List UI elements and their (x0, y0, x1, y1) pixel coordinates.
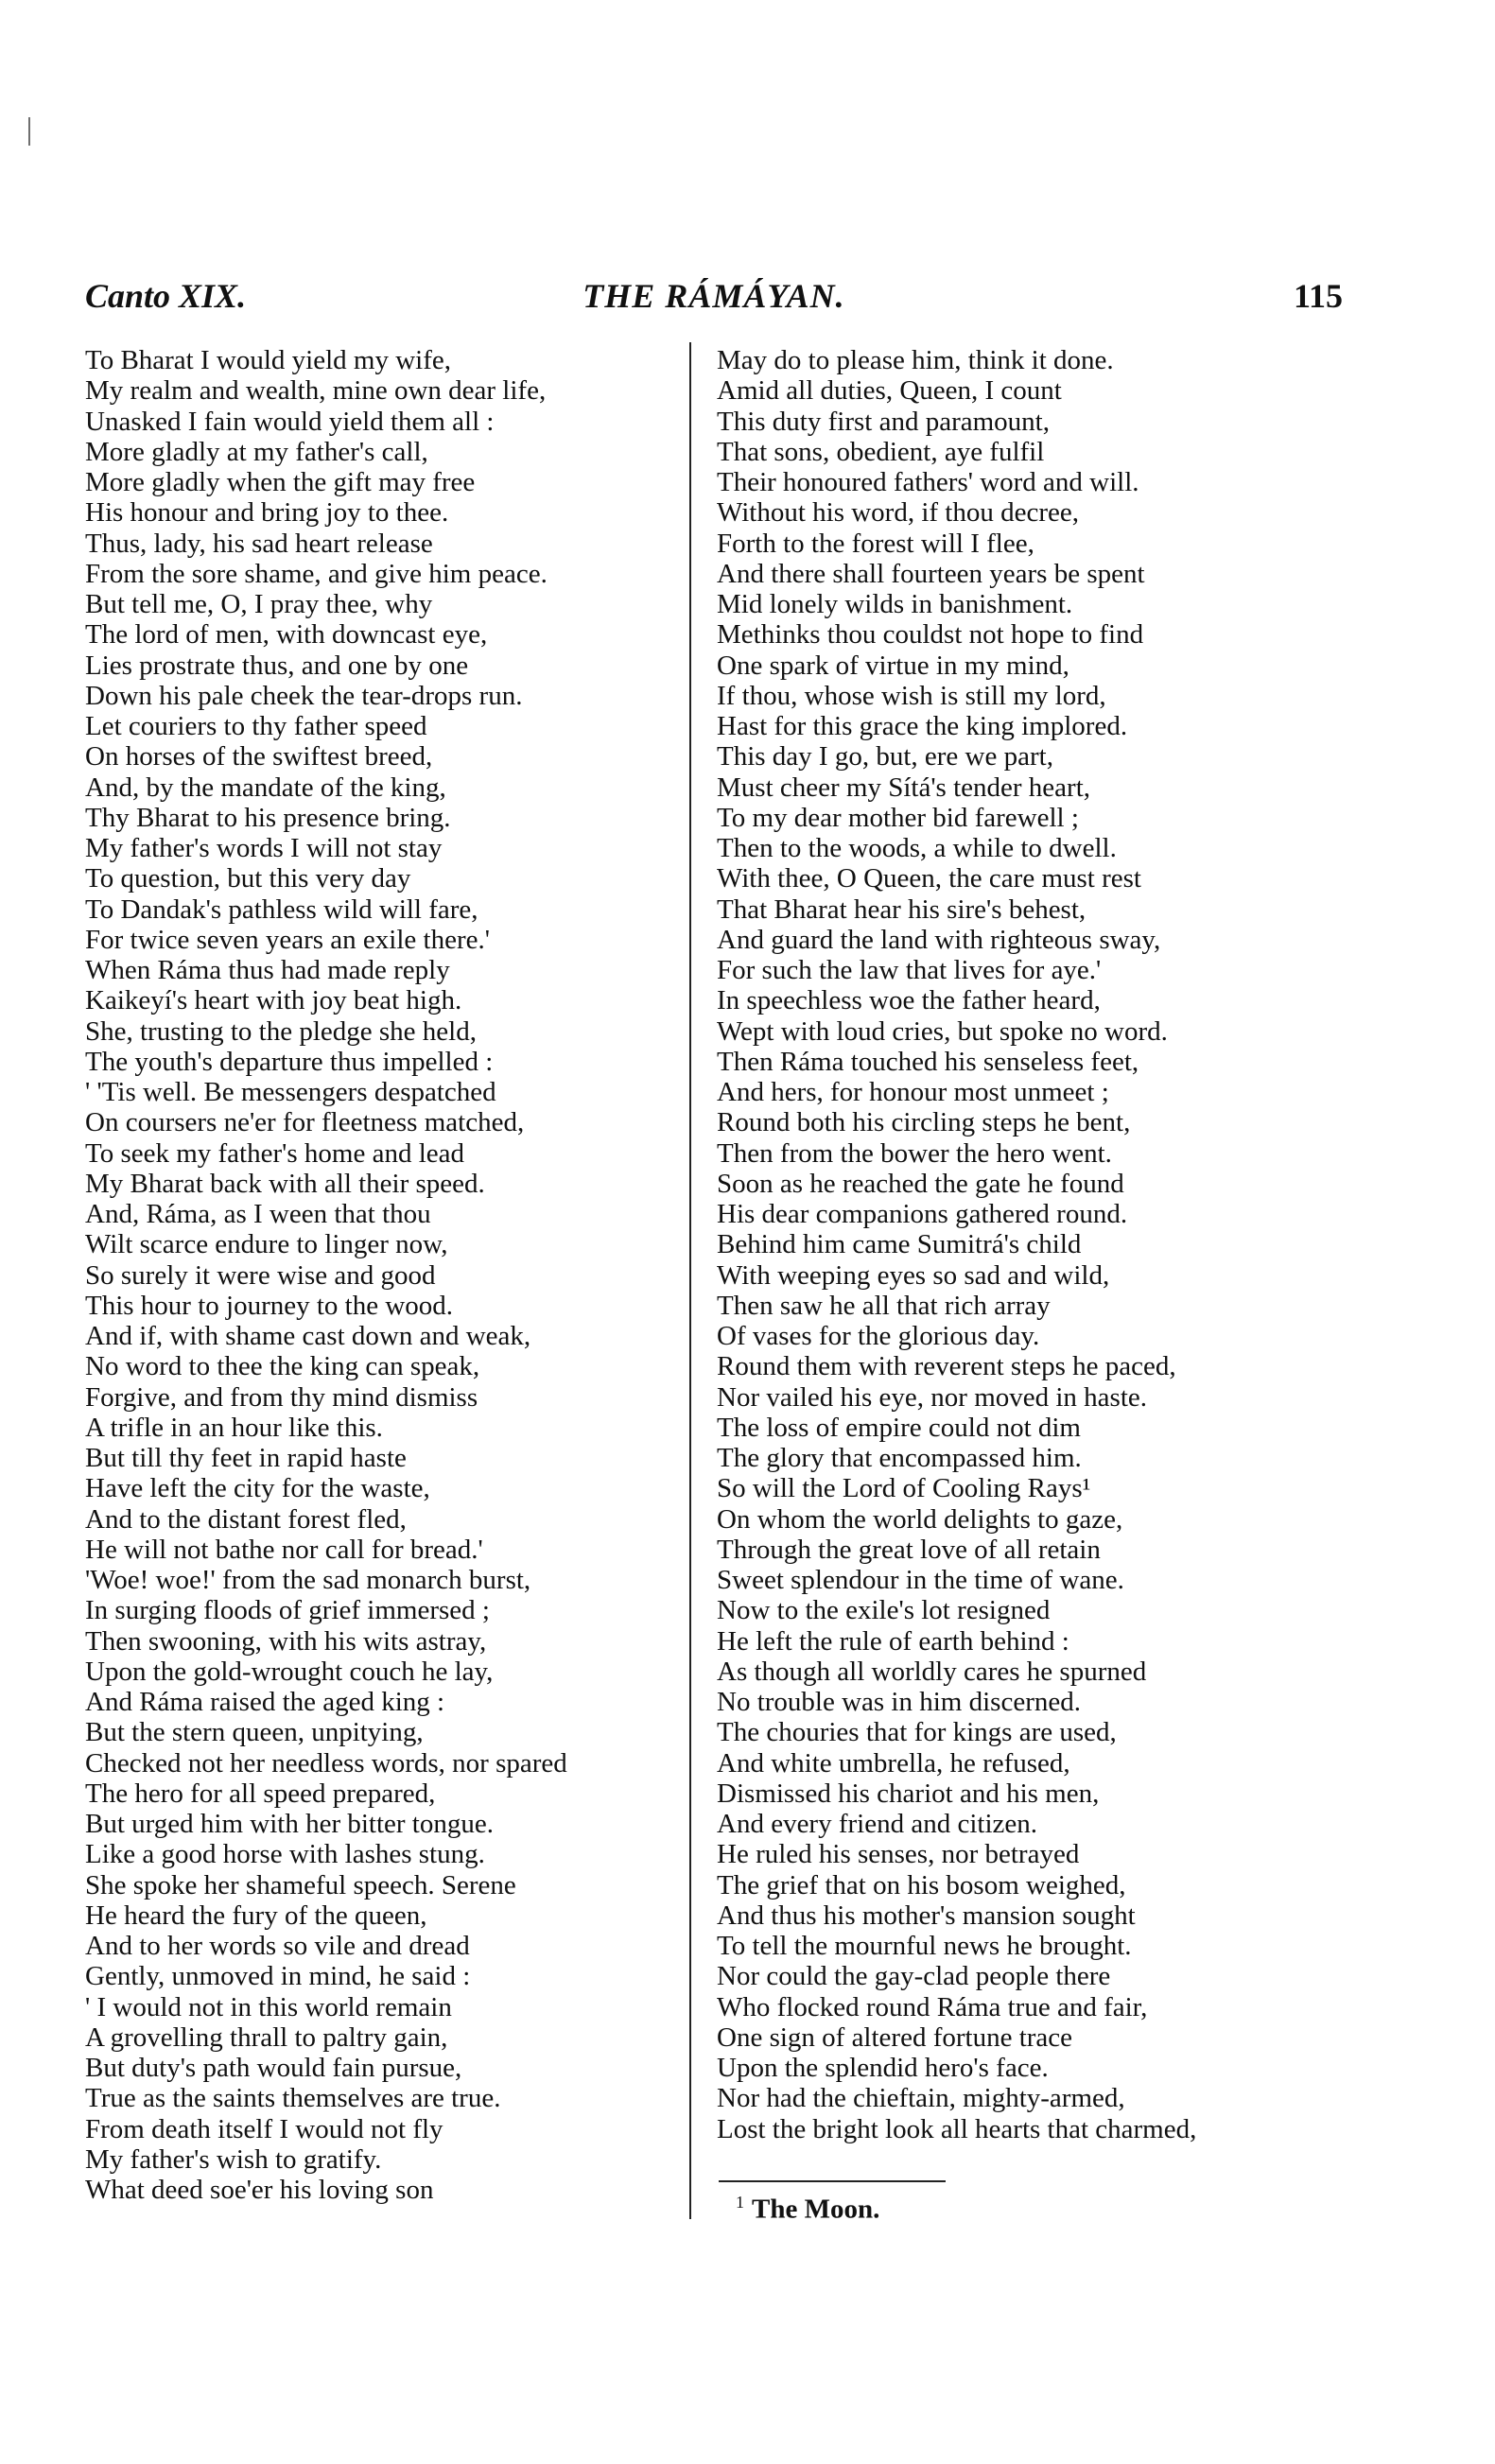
verse-line: Have left the city for the waste, (85, 1473, 430, 1504)
column-divider (689, 342, 691, 2219)
verse-line: Through the great love of all retain (717, 1534, 1101, 1565)
verse-line: Upon the splendid hero's face. (717, 2053, 1049, 2083)
verse-line: He will not bathe nor call for bread.' (85, 1534, 483, 1565)
verse-line: Behind him came Sumitrá's child (717, 1229, 1082, 1260)
verse-line: The hero for all speed prepared, (85, 1778, 436, 1809)
verse-line: To Bharat I would yield my wife, (85, 345, 451, 375)
verse-line: To question, but this very day (85, 863, 411, 894)
verse-line: On coursers ne'er for fleetness matched, (85, 1107, 525, 1138)
verse-line: From the sore shame, and give him peace. (85, 558, 548, 589)
verse-line: His dear companions gathered round. (717, 1199, 1128, 1229)
verse-line: And Ráma raised the aged king : (85, 1687, 445, 1717)
verse-line: Round both his circling steps he bent, (717, 1107, 1131, 1138)
verse-line: Mid lonely wilds in banishment. (717, 589, 1073, 619)
verse-line: When Ráma thus had made reply (85, 955, 450, 985)
verse-line: More gladly when the gift may free (85, 467, 476, 497)
verse-line: Let couriers to thy father speed (85, 711, 427, 741)
verse-line: My father's words I will not stay (85, 833, 443, 863)
verse-line: He ruled his senses, nor betrayed (717, 1839, 1080, 1870)
verse-line: So will the Lord of Cooling Rays¹ (717, 1473, 1091, 1504)
verse-line: The lord of men, with downcast eye, (85, 619, 488, 651)
verse-line: Then swooning, with his wits astray, (85, 1625, 487, 1657)
verse-line: In surging floods of grief immersed ; (85, 1595, 490, 1626)
verse-line: Unasked I fain would yield them all : (85, 406, 495, 437)
verse-line: But till thy feet in rapid haste (85, 1443, 407, 1473)
verse-line: Upon the gold-wrought couch he lay, (85, 1656, 494, 1687)
verse-line: Of vases for the glorious day. (717, 1321, 1040, 1351)
verse-line: Down his pale cheek the tear-drops run. (85, 680, 523, 711)
verse-line: Must cheer my Sítá's tender heart, (717, 772, 1090, 803)
verse-line: My realm and wealth, mine own dear life, (85, 375, 547, 407)
verse-line: And thus his mother's mansion sought (717, 1900, 1136, 1931)
verse-line: On whom the world delights to gaze, (717, 1503, 1123, 1535)
verse-line: And every friend and citizen. (717, 1809, 1037, 1839)
verse-line: Their honoured fathers' word and will. (717, 467, 1139, 497)
verse-line: The grief that on his bosom weighed, (717, 1869, 1126, 1900)
verse-line: Amid all duties, Queen, I count (717, 375, 1062, 407)
verse-line: My Bharat back with all their speed. (85, 1168, 485, 1199)
verse-line: This duty first and paramount, (717, 406, 1050, 437)
verse-line: She, trusting to the pledge she held, (85, 1015, 477, 1047)
verse-line: Without his word, if thou decree, (717, 497, 1079, 529)
verse-line: And white umbrella, he refused, (717, 1747, 1070, 1779)
verse-line: Thy Bharat to his presence bring. (85, 802, 451, 833)
verse-line: Gently, unmoved in mind, he said : (85, 1961, 471, 1992)
verse-line: To my dear mother bid farewell ; (717, 802, 1079, 833)
verse-line: She spoke her shameful speech. Serene (85, 1869, 516, 1900)
verse-line: To tell the mournful news he brought. (717, 1931, 1132, 1961)
verse-line: He left the rule of earth behind : (717, 1625, 1069, 1657)
verse-line: With thee, O Queen, the care must rest (717, 863, 1141, 894)
verse-line: With weeping eyes so sad and wild, (717, 1259, 1110, 1291)
verse-line: In speechless woe the father heard, (717, 985, 1101, 1016)
verse-line: And there shall fourteen years be spent (717, 558, 1145, 589)
verse-line: And guard the land with righteous sway, (717, 924, 1161, 955)
verse-line: 'Woe! woe!' from the sad monarch burst, (85, 1565, 531, 1595)
verse-line: The loss of empire could not dim (717, 1412, 1081, 1443)
verse-line: His honour and bring joy to thee. (85, 497, 449, 529)
verse-line: And if, with shame cast down and weak, (85, 1321, 531, 1351)
left-column (85, 345, 690, 2205)
verse-line: Forgive, and from thy mind dismiss (85, 1381, 478, 1413)
verse-line: If thou, whose wish is still my lord, (717, 680, 1106, 711)
verse-line: ' 'Tis well. Be messengers despatched (85, 1077, 496, 1107)
verse-line: Dismissed his chariot and his men, (717, 1778, 1100, 1809)
verse-line: This day I go, but, ere we part, (717, 741, 1053, 772)
verse-line: But tell me, O, I pray thee, why (85, 589, 433, 619)
verse-line: Then from the bower the hero went. (717, 1137, 1112, 1169)
verse-line: He heard the fury of the queen, (85, 1900, 427, 1931)
verse-line: The youth's departure thus impelled : (85, 1046, 494, 1077)
verse-line: A grovelling thrall to paltry gain, (85, 2022, 448, 2053)
verse-line: Then to the woods, a while to dwell. (717, 833, 1117, 863)
verse-line: May do to please him, think it done. (717, 345, 1114, 375)
verse-line: And hers, for honour most unmeet ; (717, 1077, 1109, 1107)
footnote-text: The Moon. (752, 2194, 880, 2225)
verse-line: One sign of altered fortune trace (717, 2022, 1073, 2053)
verse-line: As though all worldly cares he spurned (717, 1656, 1147, 1687)
verse-line: From death itself I would not fly (85, 2113, 443, 2144)
verse-line: No word to thee the king can speak, (85, 1351, 480, 1382)
verse-line: And, Ráma, as I ween that thou (85, 1199, 431, 1229)
verse-line: And, by the mandate of the king, (85, 772, 446, 803)
verse-line: Checked not her needless words, nor spared (85, 1747, 567, 1779)
verse-line: Thus, lady, his sad heart release (85, 528, 433, 559)
verse-line: Like a good horse with lashes stung. (85, 1839, 485, 1870)
verse-line: For such the law that lives for aye.' (717, 955, 1102, 985)
verse-line: True as the saints themselves are true. (85, 2083, 501, 2114)
verse-line: Wilt scarce endure to linger now, (85, 1229, 448, 1260)
verse-line: ' I would not in this world remain (85, 1991, 452, 2022)
verse-line: Kaikeyí's heart with joy beat high. (85, 985, 462, 1016)
verse-line: Then saw he all that rich array (717, 1290, 1051, 1321)
canto-label: Canto XIX. (85, 277, 247, 315)
verse-line: Hast for this grace the king implored. (717, 711, 1128, 741)
footnote-rule (719, 2180, 946, 2182)
verse-line: To seek my father's home and lead (85, 1137, 465, 1169)
verse-line: Forth to the forest will I flee, (717, 528, 1034, 559)
running-header (85, 272, 1343, 320)
verse-line: And to her words so vile and dread (85, 1931, 470, 1961)
verse-line: Wept with loud cries, but spoke no word. (717, 1015, 1168, 1047)
verse-line: And to the distant forest fled, (85, 1503, 407, 1535)
verse-line: But duty's path would fain pursue, (85, 2053, 462, 2083)
verse-line: Who flocked round Ráma true and fair, (717, 1991, 1148, 2022)
page-number: 115 (1293, 277, 1343, 315)
verse-line: That Bharat hear his sire's behest, (717, 894, 1086, 925)
verse-line: Sweet splendour in the time of wane. (717, 1565, 1124, 1595)
verse-line: More gladly at my father's call, (85, 436, 428, 467)
verse-line: On horses of the swiftest breed, (85, 741, 433, 772)
verse-line: Now to the exile's lot resigned (717, 1595, 1051, 1626)
footnote-mark: 1 (736, 2193, 744, 2212)
footnote (736, 2186, 879, 2226)
verse-line: Lies prostrate thus, and one by one (85, 650, 469, 681)
verse-line: Nor could the gay-clad people there (717, 1961, 1111, 1992)
verse-line: But urged him with her bitter tongue. (85, 1809, 494, 1839)
verse-line: Lost the bright look all hearts that charmed, (717, 2113, 1197, 2144)
verse-line: Nor had the chieftain, mighty-armed, (717, 2083, 1125, 2114)
verse-line: One spark of virtue in my mind, (717, 650, 1069, 681)
verse-line: So surely it were wise and good (85, 1259, 436, 1291)
verse-line: My father's wish to gratify. (85, 2143, 382, 2175)
right-column (717, 345, 1341, 2144)
book-title: THE RÁMÁYAN. (582, 277, 845, 315)
verse-line: For twice seven years an exile there.' (85, 924, 490, 955)
verse-line: Then Ráma touched his senseless feet, (717, 1046, 1139, 1077)
verse-line: The glory that encompassed him. (717, 1443, 1082, 1473)
verse-line: Methinks thou couldst not hope to find (717, 619, 1144, 651)
verse-line: No trouble was in him discerned. (717, 1687, 1081, 1717)
verse-line: A trifle in an hour like this. (85, 1412, 383, 1443)
verse-line: What deed soe'er his loving son (85, 2175, 434, 2205)
verse-line: Nor vailed his eye, nor moved in haste. (717, 1381, 1148, 1413)
margin-mark (28, 117, 30, 146)
verse-line: Round them with reverent steps he paced, (717, 1351, 1176, 1382)
verse-line: Soon as he reached the gate he found (717, 1168, 1124, 1199)
verse-line: To Dandak's pathless wild will fare, (85, 894, 478, 925)
verse-line: That sons, obedient, aye fulfil (717, 436, 1045, 467)
verse-line: The chouries that for kings are used, (717, 1717, 1117, 1748)
verse-line: But the stern queen, unpitying, (85, 1717, 424, 1748)
verse-line: This hour to journey to the wood. (85, 1290, 454, 1321)
